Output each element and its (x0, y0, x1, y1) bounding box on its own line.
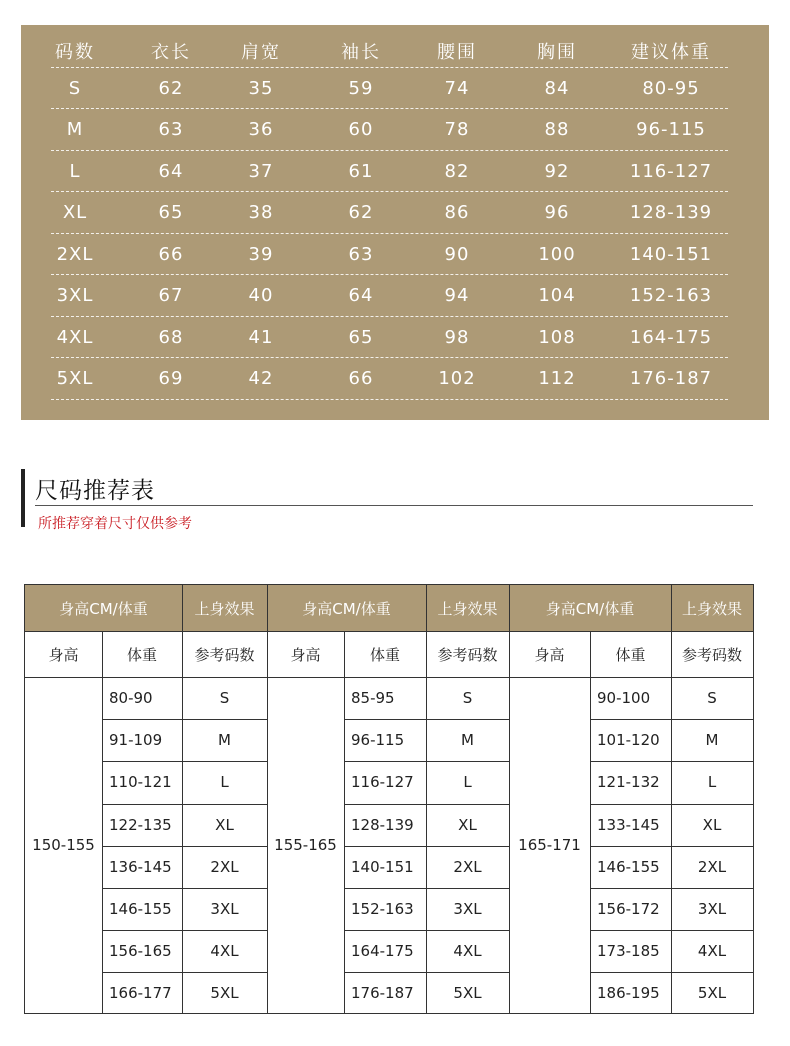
recommended-size: 3XL (210, 900, 239, 919)
recommended-size: 4XL (210, 942, 239, 961)
height-range: 165-171 (518, 836, 581, 854)
size-cell-chest: 92 (544, 160, 570, 182)
table-rule (344, 631, 345, 1013)
group-header-effect: 上身效果 (182, 585, 267, 631)
size-cell-sleeve: 62 (348, 202, 374, 223)
header-weight: 建议体重 (631, 42, 711, 63)
header-length: 衣长 (151, 42, 191, 63)
header-waist: 腰围 (437, 42, 477, 63)
size-row (51, 359, 728, 400)
size-cell-waist: 82 (444, 160, 470, 182)
recommended-size: 5XL (210, 984, 239, 1003)
subheader-size: 参考码数 (681, 645, 742, 664)
weight-range: 90-100 (597, 689, 651, 708)
table-rule (102, 761, 267, 762)
section-accent-bar (21, 469, 25, 527)
size-cell-sleeve: 63 (348, 243, 374, 265)
recommended-size: 2XL (453, 857, 482, 876)
weight-range: 133-145 (597, 815, 660, 834)
recommended-size: S (707, 689, 717, 708)
size-cell-weight: 96-115 (636, 119, 706, 140)
size-cell-waist: 98 (444, 326, 470, 348)
table-rule (102, 719, 267, 720)
weight-range: 156-165 (109, 942, 172, 961)
height-range: 150-155 (32, 836, 95, 854)
weight-range: 121-132 (597, 773, 660, 792)
size-cell-length: 68 (158, 326, 184, 348)
recommended-size: L (707, 773, 717, 792)
size-cell-weight: 152-163 (629, 285, 713, 306)
size-cell-weight: 128-139 (629, 202, 713, 223)
weight-range: 136-145 (109, 857, 172, 876)
size-cell-chest: 100 (538, 243, 576, 265)
header-sleeve: 袖长 (341, 42, 381, 63)
table-rule (590, 631, 591, 1013)
weight-range: 173-185 (597, 942, 660, 961)
size-cell-sleeve: 60 (348, 119, 374, 140)
size-cell-length: 67 (158, 285, 184, 306)
recommended-size: S (219, 689, 230, 708)
size-row (51, 317, 728, 358)
table-rule (102, 631, 103, 1013)
size-chart-header-row (51, 35, 728, 68)
weight-range: 96-115 (351, 731, 405, 750)
group-header-height-weight: 身高CM/体重 (509, 585, 671, 631)
size-cell-shoulder: 40 (248, 285, 274, 306)
size-row (51, 68, 728, 109)
size-cell-chest: 104 (538, 285, 576, 306)
table-rule (102, 930, 267, 931)
size-cell-length: 63 (158, 119, 184, 140)
table-rule (25, 631, 753, 632)
size-cell-sleeve: 61 (348, 160, 374, 182)
size-cell-chest: 88 (544, 119, 570, 140)
size-cell-waist: 102 (438, 368, 476, 389)
group-header-height-weight: 身高CM/体重 (25, 585, 182, 631)
size-cell-length: 66 (158, 243, 184, 265)
header-size: 码数 (55, 42, 95, 63)
size-cell-shoulder: 39 (248, 243, 274, 265)
recommended-size: XL (702, 815, 722, 834)
size-row (51, 276, 728, 317)
subheader-size: 参考码数 (194, 645, 255, 664)
recommended-size: M (218, 731, 231, 750)
weight-range: 101-120 (597, 731, 660, 750)
weight-range: 122-135 (109, 815, 172, 834)
recommended-size: 2XL (697, 857, 727, 876)
size-cell-length: 62 (158, 77, 184, 99)
table-rule (671, 585, 672, 1013)
subheader-height: 身高 (534, 645, 565, 664)
recommend-table (24, 584, 754, 1014)
weight-range: 186-195 (597, 984, 660, 1003)
size-cell-shoulder: 42 (248, 368, 274, 389)
size-cell-shoulder: 41 (248, 326, 274, 348)
size-cell-length: 69 (158, 368, 184, 389)
height-range: 155-165 (274, 836, 337, 854)
size-cell-size: 3XL (56, 285, 94, 306)
recommended-size: XL (215, 815, 234, 834)
size-cell-chest: 84 (544, 77, 570, 99)
size-cell-waist: 94 (444, 285, 470, 306)
size-cell-sleeve: 59 (348, 77, 374, 99)
table-rule (267, 585, 268, 1013)
weight-range: 116-127 (351, 773, 414, 792)
subheader-weight: 体重 (126, 645, 157, 664)
recommended-size: 3XL (453, 900, 482, 919)
size-cell-shoulder: 36 (248, 119, 274, 140)
size-cell-waist: 74 (444, 77, 470, 99)
size-cell-waist: 90 (444, 243, 470, 265)
recommended-size: 5XL (453, 984, 482, 1003)
size-cell-waist: 78 (444, 119, 470, 140)
recommended-size: 4XL (697, 942, 727, 961)
weight-range: 176-187 (351, 984, 414, 1003)
recommended-size: M (705, 731, 719, 750)
weight-range: 166-177 (109, 984, 172, 1003)
size-cell-shoulder: 38 (248, 202, 274, 223)
size-cell-weight: 164-175 (629, 326, 713, 348)
recommended-size: 3XL (697, 900, 727, 919)
size-cell-chest: 96 (544, 202, 570, 223)
section-note: 所推荐穿着尺寸仅供参考 (38, 516, 192, 532)
subheader-weight: 体重 (615, 645, 646, 664)
group-header-effect: 上身效果 (671, 585, 753, 631)
subheader-height: 身高 (290, 645, 321, 664)
weight-range: 140-151 (351, 857, 414, 876)
weight-range: 164-175 (351, 942, 414, 961)
size-cell-weight: 116-127 (629, 160, 713, 182)
header-shoulder: 肩宽 (241, 42, 281, 63)
size-cell-chest: 108 (538, 326, 576, 348)
recommended-size: S (462, 689, 473, 708)
table-rule (102, 972, 267, 973)
size-row (51, 193, 728, 234)
size-cell-size: M (66, 119, 84, 140)
table-rule (182, 585, 183, 1013)
table-rule (102, 804, 267, 805)
table-rule (509, 585, 510, 1013)
section-title: 尺码推荐表 (35, 478, 155, 504)
size-cell-chest: 112 (538, 368, 576, 389)
weight-range: 156-172 (597, 900, 660, 919)
table-rule (102, 888, 267, 889)
size-row (51, 151, 728, 192)
section-divider (35, 505, 753, 506)
size-cell-shoulder: 37 (248, 160, 274, 182)
weight-range: 128-139 (351, 815, 414, 834)
size-cell-length: 65 (158, 202, 184, 223)
recommended-size: 5XL (697, 984, 727, 1003)
weight-range: 146-155 (597, 857, 660, 876)
size-cell-size: 2XL (56, 243, 94, 265)
size-cell-weight: 176-187 (629, 368, 713, 389)
weight-range: 152-163 (351, 900, 414, 919)
weight-range: 85-95 (351, 689, 395, 708)
table-rule (426, 585, 427, 1013)
size-cell-sleeve: 65 (348, 326, 374, 348)
subheader-weight: 体重 (369, 645, 400, 664)
recommended-size: 2XL (210, 857, 239, 876)
recommended-size: L (463, 773, 472, 792)
recommended-size: XL (458, 815, 477, 834)
size-cell-size: 5XL (56, 368, 94, 389)
subheader-size: 参考码数 (437, 645, 498, 664)
table-rule (102, 846, 267, 847)
weight-range: 146-155 (109, 900, 172, 919)
weight-range: 110-121 (109, 773, 172, 792)
weight-range: 91-109 (109, 731, 163, 750)
size-row (51, 110, 728, 151)
size-cell-size: L (69, 160, 81, 182)
recommended-size: M (461, 731, 474, 750)
size-cell-sleeve: 66 (348, 368, 374, 389)
size-cell-weight: 140-151 (629, 243, 713, 265)
size-cell-size: S (68, 77, 82, 99)
group-header-height-weight: 身高CM/体重 (267, 585, 426, 631)
subheader-height: 身高 (48, 645, 79, 664)
table-rule (25, 677, 753, 678)
size-cell-size: XL (62, 202, 88, 223)
size-cell-size: 4XL (56, 326, 94, 348)
size-cell-shoulder: 35 (248, 77, 274, 99)
group-header-effect: 上身效果 (426, 585, 509, 631)
size-row (51, 234, 728, 275)
header-chest: 胸围 (537, 42, 577, 63)
recommended-size: L (220, 773, 229, 792)
weight-range: 80-90 (109, 689, 153, 708)
size-chart (21, 25, 769, 420)
recommended-size: 4XL (453, 942, 482, 961)
size-cell-weight: 80-95 (642, 77, 700, 99)
size-cell-length: 64 (158, 160, 184, 182)
size-cell-waist: 86 (444, 202, 470, 223)
size-cell-sleeve: 64 (348, 285, 374, 306)
